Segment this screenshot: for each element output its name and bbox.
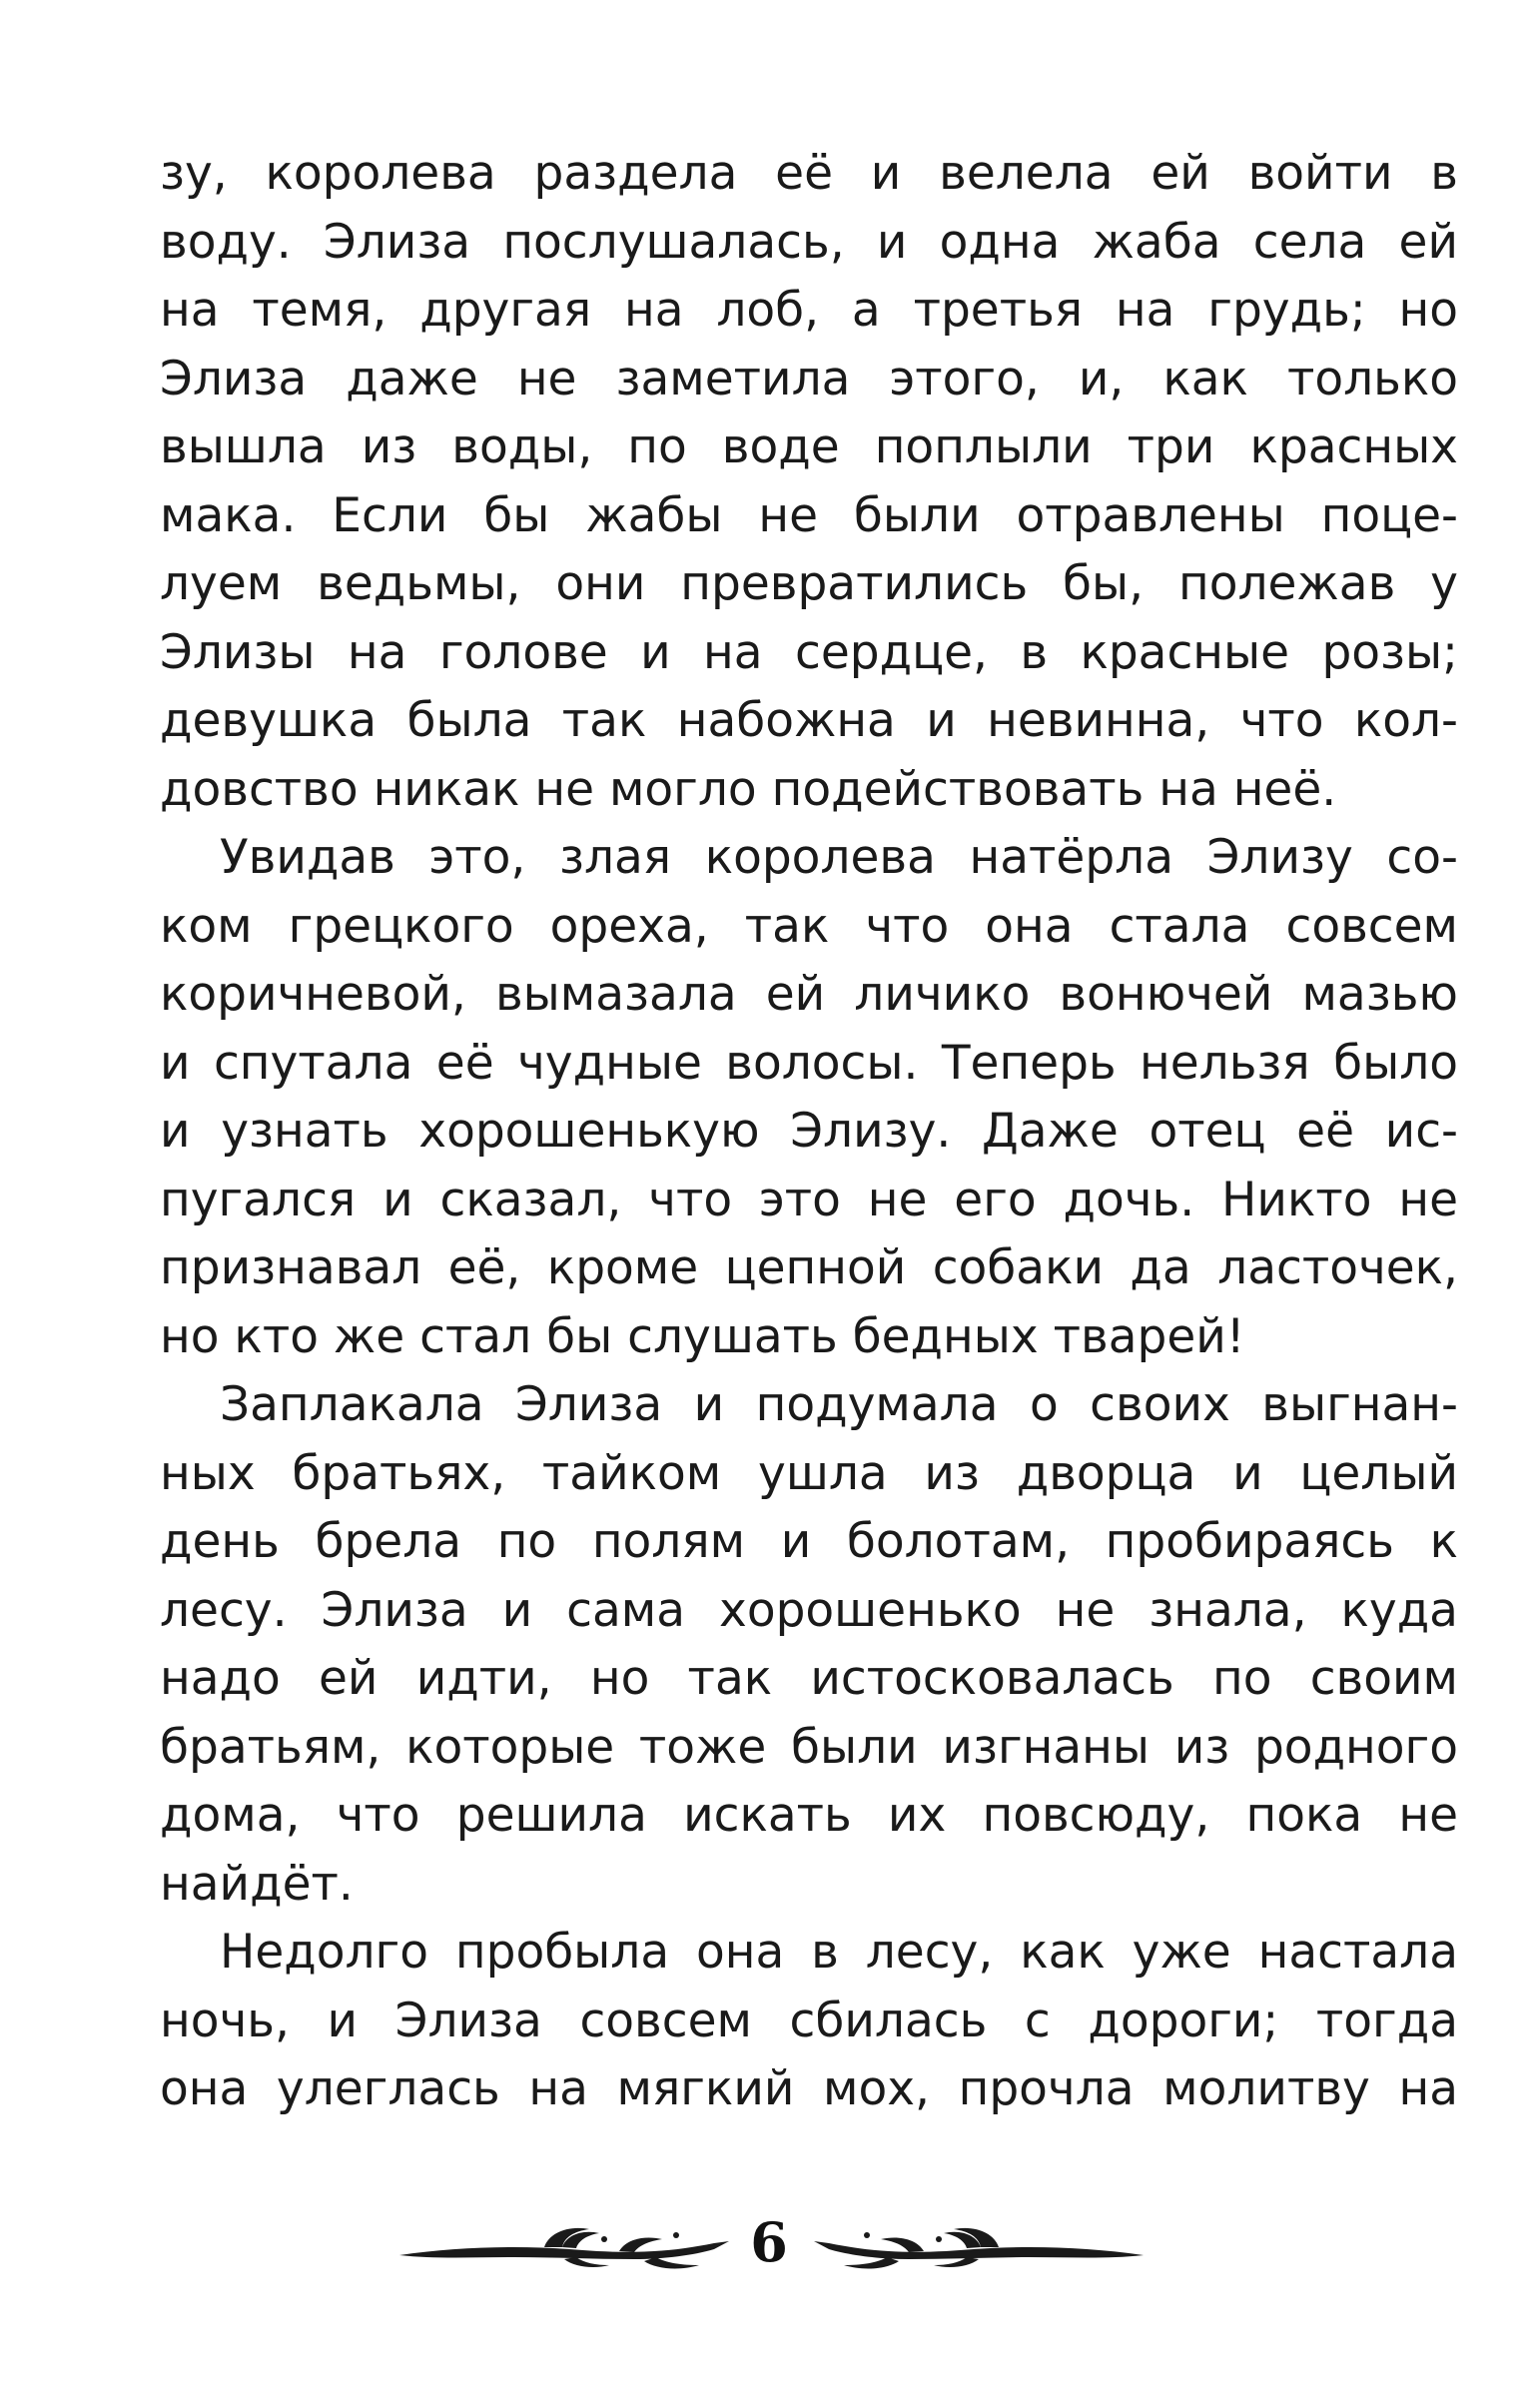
flourish-ornament-icon bbox=[394, 2217, 734, 2277]
text-line: ночь, и Элиза совсем сбилась с дороги; тогда bbox=[160, 1993, 1458, 2048]
text-line: Элизы на голове и на сердце, в красные розы; bbox=[160, 624, 1458, 680]
text-line: ком грецкого ореха, так что она стала совсем bbox=[160, 898, 1458, 954]
text-line: довство никак не могло подействовать на неё. bbox=[160, 761, 1337, 817]
text-line: девушка была так набожна и невинна, что кол- bbox=[160, 693, 1458, 748]
page-footer bbox=[0, 2207, 1535, 2287]
text-line: братьям, которые тоже были изгнаны из родного bbox=[160, 1719, 1458, 1775]
text-line: день брела по полям и болотам, пробираясь к bbox=[160, 1514, 1458, 1569]
text-line: Заплакала Элиза и подумала о своих выгнан- bbox=[220, 1377, 1458, 1432]
text-line: мака. Если бы жабы не были отравлены поце- bbox=[160, 487, 1458, 543]
text-line: Элиза даже не заметила этого, и, как только bbox=[160, 351, 1458, 406]
text-line: Недолго пробыла она в лесу, как уже настала bbox=[220, 1925, 1458, 1980]
text-line: лесу. Элиза и сама хорошенько не знала, куда bbox=[160, 1582, 1458, 1638]
text-line: воду. Элиза послушалась, и одна жаба села ей bbox=[160, 214, 1458, 270]
text-line: но кто же стал бы слушать бедных тварей! bbox=[160, 1308, 1245, 1364]
text-line: ных братьях, тайком ушла из дворца и целый bbox=[160, 1445, 1458, 1501]
text-line: она улеглась на мягкий мох, прочла молитву на bbox=[160, 2061, 1458, 2116]
text-line: и узнать хорошенькую Элизу. Даже отец её ис- bbox=[160, 1104, 1458, 1159]
text-line: коричневой, вымазала ей личико вонючей мазью bbox=[160, 967, 1458, 1022]
text-line: вышла из воды, по воде поплыли три красных bbox=[160, 419, 1458, 474]
page-number: 6 bbox=[750, 2210, 788, 2274]
text-line: признавал её, кроме цепной собаки да ласточек, bbox=[160, 1240, 1458, 1295]
text-line: найдёт. bbox=[160, 1856, 354, 1912]
flourish-ornament-icon bbox=[809, 2217, 1149, 2277]
text-line: луем ведьмы, они превратились бы, полежав у bbox=[160, 556, 1458, 611]
paragraph bbox=[160, 1919, 1458, 2124]
text-line: надо ей идти, но так истосковалась по своим bbox=[160, 1651, 1458, 1706]
text-line: на темя, другая на лоб, а третья на грудь; но bbox=[160, 283, 1458, 338]
body-text bbox=[160, 140, 1458, 2124]
text-line: и спутала её чудные волосы. Теперь нельзя было bbox=[160, 1035, 1458, 1091]
paragraph bbox=[160, 824, 1458, 1371]
text-line: пугался и сказал, что это не его дочь. Никто не bbox=[160, 1172, 1458, 1227]
text-line: зу, королева раздела её и велела ей войти в bbox=[160, 146, 1458, 201]
text-line: Увидав это, злая королева натёрла Элизу со- bbox=[220, 830, 1458, 885]
paragraph bbox=[160, 1371, 1458, 1919]
text-line: дома, что решила искать их повсюду, пока не bbox=[160, 1788, 1458, 1843]
paragraph bbox=[160, 140, 1458, 824]
